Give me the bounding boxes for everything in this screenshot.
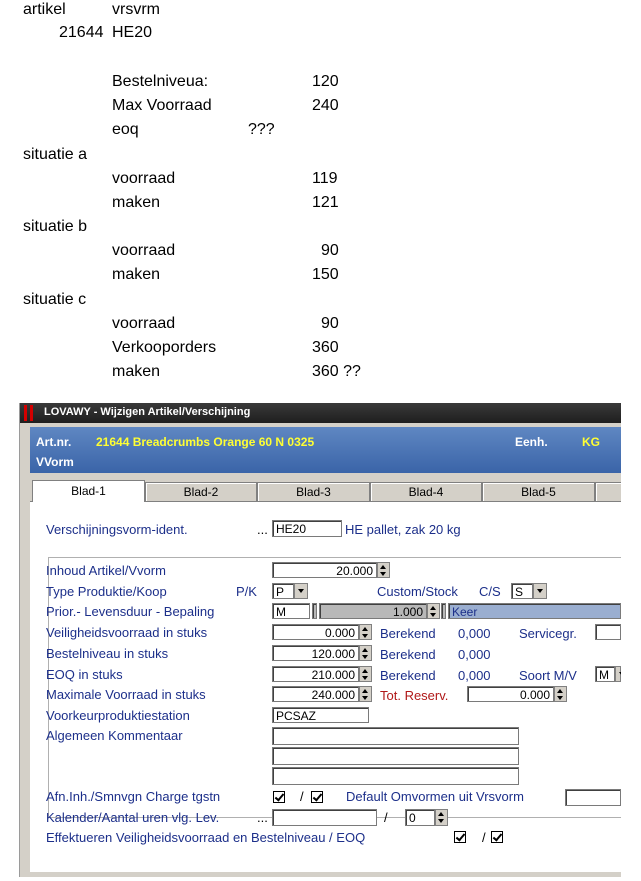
bestel-berekend-value: 0,000: [458, 647, 491, 662]
verschijningsvorm-lookup[interactable]: ...: [257, 522, 268, 537]
tab-overflow[interactable]: [595, 482, 621, 501]
custom-cs-label: C/S: [479, 584, 501, 599]
inhoud-label: Inhoud Artikel/Vvorm: [46, 563, 166, 578]
type-pk-label: P/K: [236, 584, 257, 599]
notes-area: [0, 0, 641, 395]
c-maken-label: maken: [112, 363, 161, 380]
veilig-berekend-label: Berekend: [380, 626, 436, 641]
default-omvormen-input[interactable]: [565, 789, 621, 806]
b-maken-value: 150: [312, 266, 339, 283]
prior-spinner[interactable]: [427, 603, 440, 619]
artnr-label: Art.nr.: [36, 435, 72, 449]
eoq-label: EOQ in stuks: [46, 667, 123, 682]
afn-checkbox-1[interactable]: [273, 791, 285, 803]
servicegr-label: Servicegr.: [519, 626, 577, 641]
a-maken-value: 121: [312, 194, 339, 211]
kalender-input[interactable]: [272, 809, 377, 826]
eoq-berekend-label: Berekend: [380, 668, 436, 683]
effektueren-label: Effektueren Veiligheidsvoorraad en Bestelniveau / EOQ: [46, 830, 366, 845]
article-window: [19, 403, 621, 877]
tot-reserv-label: Tot. Reserv.: [380, 688, 449, 703]
bestelniveau-input[interactable]: 120.000: [272, 645, 359, 661]
verschijningsvorm-description: HE pallet, zak 20 kg: [345, 522, 461, 537]
article-header: [30, 427, 621, 473]
window-title: LOVAWY - Wijzigen Artikel/Verschijning: [44, 406, 251, 418]
vvorm-label: VVorm: [36, 455, 74, 469]
eoq-input[interactable]: 210.000: [272, 666, 359, 682]
type-select[interactable]: P: [272, 583, 294, 599]
kommentaar-line-1[interactable]: [272, 727, 519, 745]
verschijningsvorm-input[interactable]: HE20: [272, 520, 342, 537]
veilig-input[interactable]: 0.000: [272, 624, 359, 640]
c-voorraad-label: voorraad: [112, 315, 176, 332]
bestelniveau-spinner[interactable]: [359, 645, 372, 661]
col-artikel-heading: artikel: [23, 1, 66, 18]
tab-blad-4[interactable]: Blad-4: [370, 482, 482, 501]
tab-strip: [30, 480, 621, 502]
eenh-value: KG: [582, 435, 600, 449]
bestelniveau-label: Bestelniveau in stuks: [46, 646, 169, 661]
prior-value-input[interactable]: 1.000: [319, 603, 427, 619]
b-voorraad-label: voorraad: [112, 242, 176, 259]
max-voorraad-label: Max Voorraad: [112, 97, 212, 114]
col-vrsvrm-heading: vrsvrm: [112, 1, 160, 18]
prior-code-input[interactable]: M: [272, 603, 310, 619]
eoq-label: eoq: [112, 121, 139, 138]
b-maken-label: maken: [112, 266, 161, 283]
tab-blad-3[interactable]: Blad-3: [257, 482, 370, 501]
bestel-berekend-label: Berekend: [380, 647, 436, 662]
uren-input[interactable]: 0: [405, 809, 435, 826]
prior-unit-field: Keer: [448, 603, 621, 619]
app-icon: [23, 405, 37, 421]
servicegr-input[interactable]: [595, 624, 621, 640]
c-maken-value: 360 ??: [312, 363, 361, 380]
situatie-c-heading: situatie c: [23, 291, 87, 308]
soort-select[interactable]: M: [595, 666, 615, 682]
a-maken-label: maken: [112, 194, 161, 211]
uren-spinner[interactable]: [435, 809, 448, 826]
custom-select[interactable]: S: [511, 583, 533, 599]
voorkeur-input[interactable]: PCSAZ: [272, 707, 369, 723]
eoq-berekend-value: 0,000: [458, 668, 491, 683]
kommentaar-line-3[interactable]: [272, 767, 519, 785]
custom-stock-label: Custom/Stock: [377, 584, 458, 599]
prior-label: Prior.- Levensduur - Bepaling: [46, 604, 215, 619]
artnr-value: 21644 Breadcrumbs Orange 60 N 0325: [96, 435, 315, 449]
inhoud-input[interactable]: 20.000: [272, 562, 377, 578]
bestelniveau-value: 120: [312, 73, 339, 90]
effektueren-slash: /: [482, 830, 486, 845]
title-bar[interactable]: [20, 403, 621, 423]
b-voorraad-value: 90: [321, 242, 339, 259]
tot-reserv-spinner[interactable]: [554, 686, 567, 702]
tab-blad-1[interactable]: Blad-1: [32, 480, 145, 502]
afn-checkbox-2[interactable]: [311, 791, 323, 803]
kalender-label: Kalender/Aantal uren vlg. Lev.: [46, 810, 220, 825]
eoq-value: ???: [248, 121, 275, 138]
situatie-a-heading: situatie a: [23, 146, 88, 163]
c-verkooporders-label: Verkooporders: [112, 339, 217, 356]
tot-reserv-input[interactable]: 0.000: [467, 686, 554, 702]
a-voorraad-value: 119: [312, 170, 338, 187]
effektueren-checkbox-2[interactable]: [491, 831, 503, 843]
voorkeur-label: Voorkeurproduktiestation: [46, 708, 190, 723]
kalender-lookup[interactable]: ...: [257, 810, 268, 825]
veilig-berekend-value: 0,000: [458, 626, 491, 641]
tab-page-blad-1: [30, 501, 621, 872]
vrsvrm-value: HE20: [112, 24, 153, 41]
eoq-spinner[interactable]: [359, 666, 372, 682]
kommentaar-label: Algemeen Kommentaar: [46, 728, 183, 743]
afn-label: Afn.Inh./Smnvgn Charge tgstn: [46, 789, 221, 804]
tab-blad-5[interactable]: Blad-5: [482, 482, 595, 501]
effektueren-checkbox-1[interactable]: [454, 831, 466, 843]
kalender-slash: /: [384, 810, 388, 825]
prior-separator-2: [441, 603, 446, 619]
a-voorraad-label: voorraad: [112, 170, 176, 187]
kommentaar-line-2[interactable]: [272, 747, 519, 765]
eenh-label: Eenh.: [515, 435, 548, 449]
afn-slash: /: [300, 789, 304, 804]
veilig-label: Veiligheidsvoorraad in stuks: [46, 625, 208, 640]
max-voorraad-spinner[interactable]: [359, 686, 372, 702]
c-voorraad-value: 90: [321, 315, 339, 332]
artikel-number: 21644: [59, 24, 104, 41]
max-voorraad-input[interactable]: 240.000: [272, 686, 359, 702]
inhoud-spinner[interactable]: [377, 562, 390, 578]
max-voorraad-label: Maximale Voorraad in stuks: [46, 687, 206, 702]
tab-blad-2[interactable]: Blad-2: [145, 482, 257, 501]
situatie-b-heading: situatie b: [23, 218, 88, 235]
soort-label: Soort M/V: [519, 668, 577, 683]
custom-dropdown-button[interactable]: [533, 583, 547, 599]
veilig-spinner[interactable]: [359, 624, 372, 640]
c-verkooporders-value: 360: [312, 339, 339, 356]
verschijningsvorm-label: Verschijningsvorm-ident.: [46, 522, 188, 537]
bestelniveau-label: Bestelniveua:: [112, 73, 209, 90]
type-label: Type Produktie/Koop: [46, 584, 167, 599]
default-omvormen-label: Default Omvormen uit Vrsvorm: [346, 789, 524, 804]
prior-separator: [312, 603, 317, 619]
soort-dropdown-button[interactable]: [615, 666, 621, 682]
type-dropdown-button[interactable]: [294, 583, 308, 599]
max-voorraad-value: 240: [312, 97, 339, 114]
